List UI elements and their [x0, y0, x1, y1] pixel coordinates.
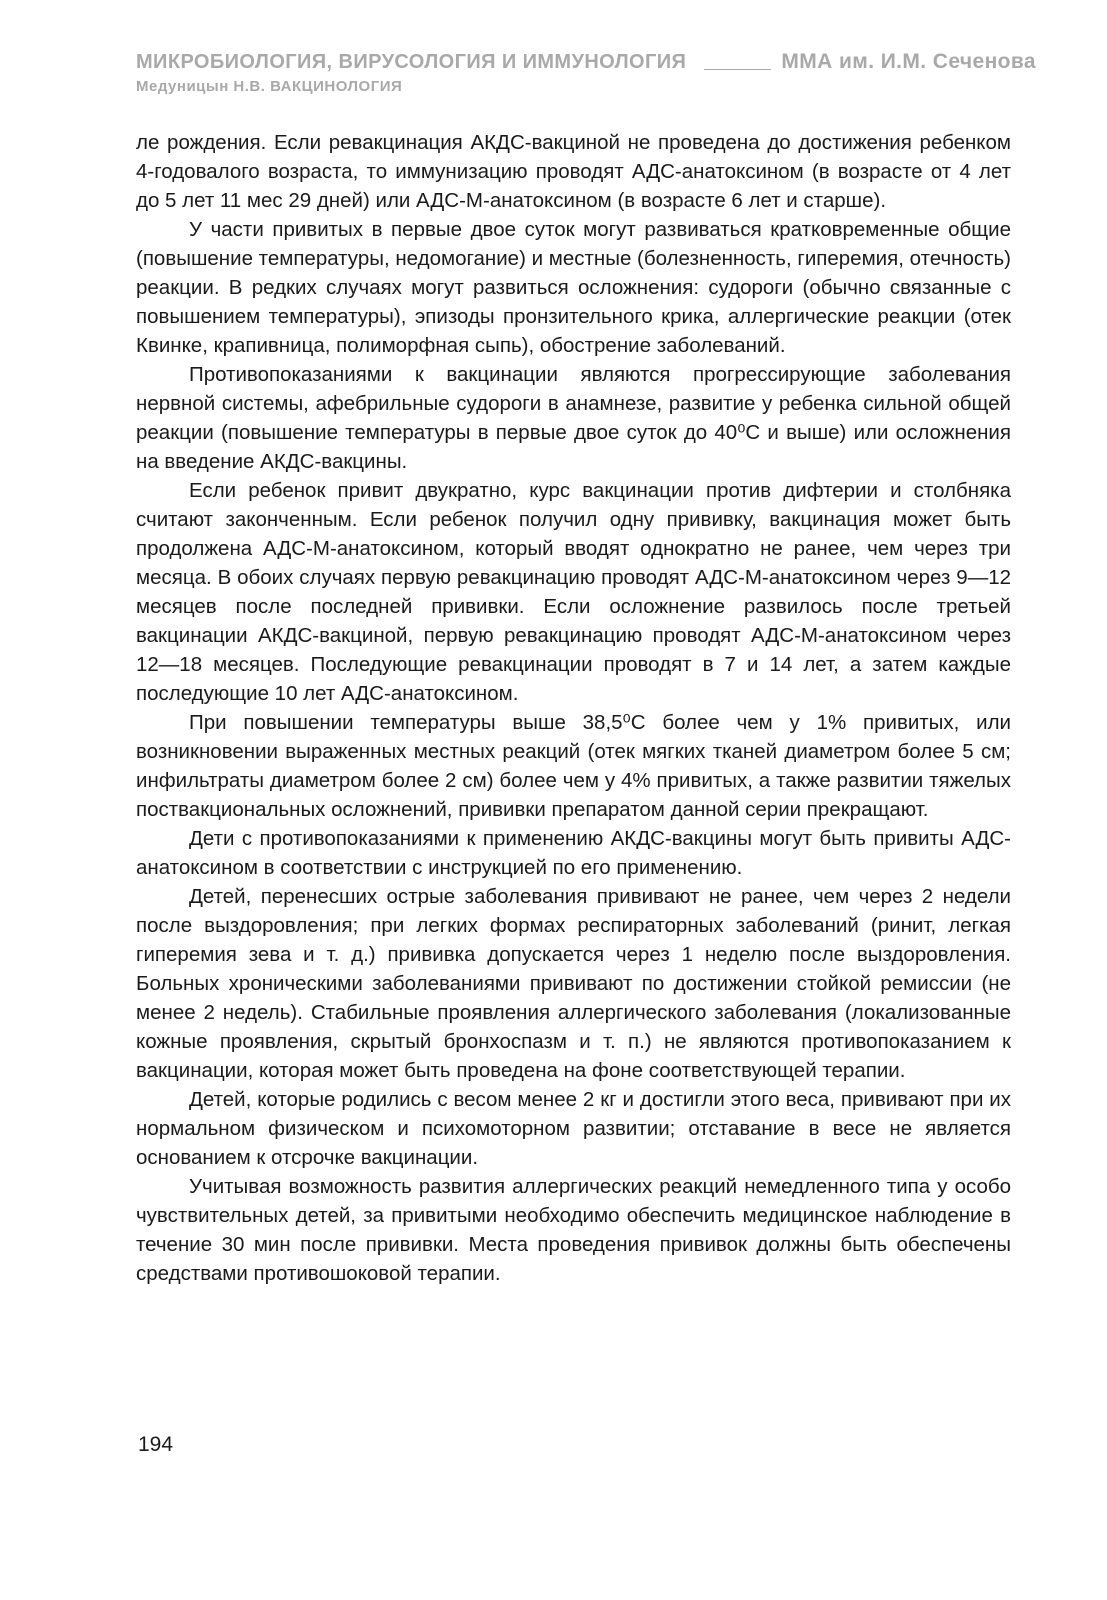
- header-rule: [704, 69, 771, 70]
- header-subject: МИКРОБИОЛОГИЯ, ВИРУСОЛОГИЯ И ИММУНОЛОГИЯ: [136, 51, 687, 73]
- paragraph: Дети с противопоказаниями к применению АКДС-вакцины могут быть привиты АДС-анатоксином в соответствии с инструкцией по его применению.: [136, 827, 1011, 879]
- page-number: 194: [138, 1433, 174, 1456]
- paragraph: При повышении температуры выше 38,5⁰С более чем у 1% привитых, или возникновении выраженных местных реакций (отек мягких тканей диаметром более 5 см; инфильтраты диаметром более 2 см) более чем у 4% привитых, а также развитии тяжелых поствакциональных осложнений, прививки препаратом данной серии прекращают.: [136, 711, 1011, 821]
- paragraph: Учитывая возможность развития аллергических реакций немедленного типа у особо чувствительных детей, за привитыми необходимо обеспечить медицинское наблюдение в течение 30 мин после прививки. Места проведения прививок должны быть обеспечены средствами противошоковой терапии.: [136, 1175, 1011, 1285]
- running-header-top-line: [136, 44, 1036, 74]
- paragraph: Противопоказаниями к вакцинации являются прогрессирующие заболевания нервной системы, афебрильные судороги в анамнезе, развитие у ребенка сильной общей реакции (повышение температуры в первые двое суток до 40⁰С и выше) или осложнения на введение АКДС-вакцины.: [136, 363, 1011, 473]
- header-institution: ММА им. И.М. Сеченова: [781, 50, 1036, 73]
- running-header: [136, 44, 1036, 95]
- paragraph: Детей, которые родились с весом менее 2 кг и достигли этого веса, прививают при их нормальном физическом и психомоторном развитии; отставание в весе не является основанием к отсрочке вакцинации.: [136, 1088, 1011, 1169]
- paragraph: У части привитых в первые двое суток могут развиваться кратковременные общие (повышение температуры, недомогание) и местные (болезненность, гиперемия, отечность) реакции. В редких случаях могут развиться осложнения: судороги (обычно связанные с повышением температуры), эпизоды пронзительного крика, аллергические реакции (отек Квинке, крапивница, полиморфная сыпь), обострение заболеваний.: [136, 218, 1011, 357]
- paragraph: Детей, перенесших острые заболевания прививают не ранее, чем через 2 недели после выздоровления; при легких формах респираторных заболеваний (ринит, легкая гиперемия зева и т. д.) прививка допускается через 1 неделю после выздоровления. Больных хроническими заболеваниями прививают по достижении стойкой ремиссии (не менее 2 недель). Стабильные проявления аллергического заболевания (локализованные кожные проявления, скрытый бронхоспазм и т. п.) не являются противопоказанием к вакцинации, которая может быть проведена на фоне соответствующей терапии.: [136, 885, 1011, 1082]
- paragraph: Если ребенок привит двукратно, курс вакцинации против дифтерии и столбняка считают законченным. Если ребенок получил одну прививку, вакцинация может быть продолжена АДС-М-анатоксином, который вводят однократно не ранее, чем через три месяца. В обоих случаях первую ревакцинацию проводят АДС-М-анатоксином через 9—12 месяцев после последней прививки. Если осложнение развилось после третьей вакцинации АКДС-вакциной, первую ревакцинацию проводят АДС-М-анатоксином через 12—18 месяцев. Последующие ревакцинации проводят в 7 и 14 лет, а затем каждые последующие 10 лет АДС-анатоксином.: [136, 479, 1011, 705]
- body-text: [136, 128, 1011, 1288]
- header-author-section: Медуницын Н.В. ВАКЦИНОЛОГИЯ: [136, 78, 403, 95]
- paragraph-continuation: ле рождения. Если ревакцинация АКДС-вакциной не проведена до достижения ребенком 4-годовалого возраста, то иммунизацию проводят АДС-анатоксином (в возрасте от 4 лет до 5 лет 11 мес 29 дней) или АДС-М-анатоксином (в возрасте 6 лет и старше).: [136, 131, 1011, 212]
